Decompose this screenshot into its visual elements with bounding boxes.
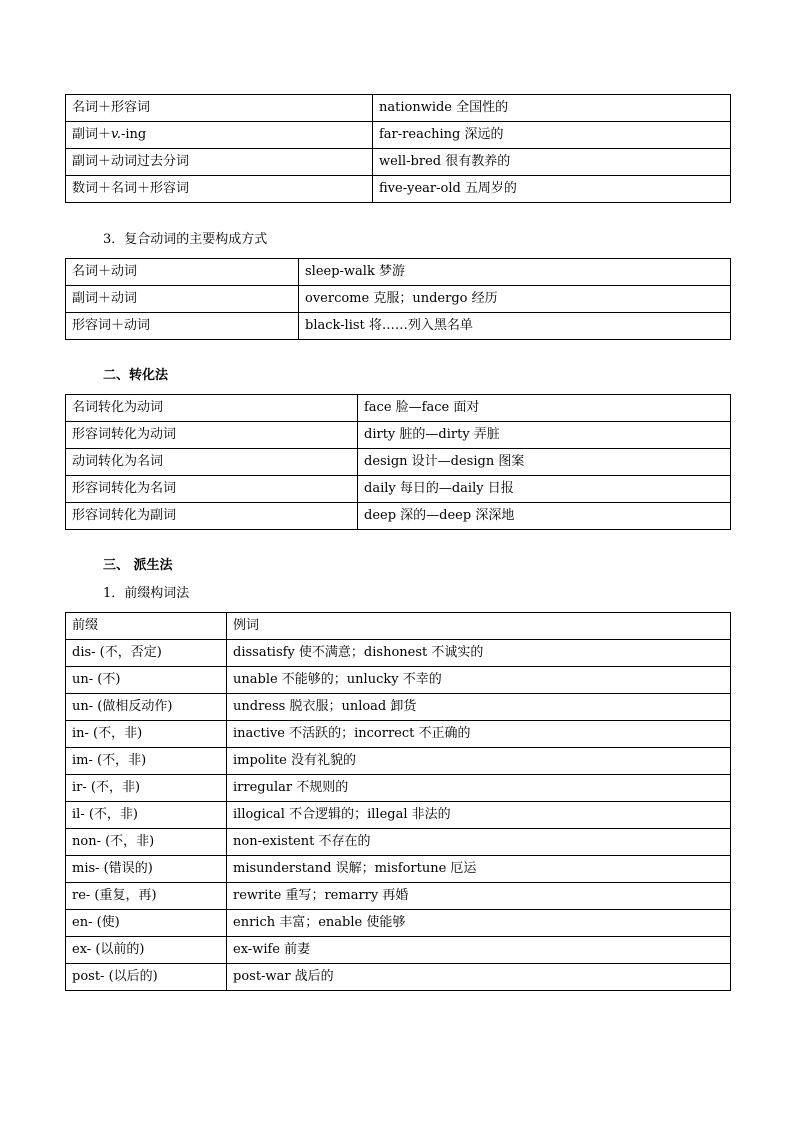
table-cell: dissatisfy 使不满意；dishonest 不诚实的: [227, 640, 731, 667]
table-row: [66, 883, 731, 910]
table-cell: dis- (不，否定): [66, 640, 227, 667]
table-cell: en- (使): [66, 910, 227, 937]
table-cell: 形容词转化为副词: [66, 503, 358, 530]
table-cell: face 脸—face 面对: [358, 395, 731, 422]
table-row: [66, 395, 731, 422]
table-cell: ex- (以前的): [66, 937, 227, 964]
cell-text-italic: v.: [111, 127, 121, 142]
table-cell: 名词＋形容词: [66, 95, 373, 122]
table-cell: 副词＋动词过去分词: [66, 149, 373, 176]
table-cell: misunderstand 误解；misfortune 厄运: [227, 856, 731, 883]
conversion-table: [65, 394, 731, 530]
table-cell: illogical 不合逻辑的；illegal 非法的: [227, 802, 731, 829]
table-cell: far-reaching 深远的: [373, 122, 731, 149]
compound-adjective-table: [65, 94, 731, 203]
table-row: [66, 286, 731, 313]
table-cell: inactive 不活跃的；incorrect 不正确的: [227, 721, 731, 748]
table-row: [66, 313, 731, 340]
table-cell: non-existent 不存在的: [227, 829, 731, 856]
table-row: [66, 422, 731, 449]
table-cell: deep 深的—deep 深深地: [358, 503, 731, 530]
table-cell: enrich 丰富；enable 使能够: [227, 910, 731, 937]
section-heading: 二、转化法: [103, 368, 169, 383]
table-cell: 形容词转化为名词: [66, 476, 358, 503]
table-cell: 动词转化为名词: [66, 449, 358, 476]
table-cell: post-war 战后的: [227, 964, 731, 991]
table-row: [66, 503, 731, 530]
section-heading: 三、 派生法: [103, 558, 173, 573]
table-cell: irregular 不规则的: [227, 775, 731, 802]
column-header: 前缀: [66, 613, 227, 640]
table-cell: nationwide 全国性的: [373, 95, 731, 122]
table-cell: design 设计—design 图案: [358, 449, 731, 476]
table-cell: dirty 脏的—dirty 弄脏: [358, 422, 731, 449]
table-row: [66, 748, 731, 775]
table-header-row: [66, 613, 731, 640]
section-heading: 1．前缀构词法: [103, 586, 190, 601]
table-cell: 形容词＋动词: [66, 313, 299, 340]
table-cell: 名词＋动词: [66, 259, 299, 286]
table-cell: rewrite 重写；remarry 再婚: [227, 883, 731, 910]
prefix-table: [65, 612, 731, 991]
table-cell: mis- (错误的): [66, 856, 227, 883]
table-row: [66, 176, 731, 203]
table-cell: well-bred 很有教养的: [373, 149, 731, 176]
table-cell: undress 脱衣服；unload 卸货: [227, 694, 731, 721]
table-cell: daily 每日的—daily 日报: [358, 476, 731, 503]
table-row: [66, 95, 731, 122]
table-row: [66, 721, 731, 748]
table-row: [66, 149, 731, 176]
table-cell: overcome 克服；undergo 经历: [299, 286, 731, 313]
table-cell: un- (不): [66, 667, 227, 694]
table-row: [66, 937, 731, 964]
table-cell: impolite 没有礼貌的: [227, 748, 731, 775]
table-cell: 形容词转化为动词: [66, 422, 358, 449]
table-row: [66, 829, 731, 856]
section-heading: 3．复合动词的主要构成方式: [103, 232, 268, 247]
table-cell: sleep-walk 梦游: [299, 259, 731, 286]
table-cell: in- (不，非): [66, 721, 227, 748]
table-row: [66, 667, 731, 694]
table-cell: [66, 122, 373, 149]
table-cell: post- (以后的): [66, 964, 227, 991]
table-cell: 副词＋动词: [66, 286, 299, 313]
table-cell: black-list 将……列入黑名单: [299, 313, 731, 340]
table-cell: ir- (不，非): [66, 775, 227, 802]
table-row: [66, 694, 731, 721]
compound-verb-table: [65, 258, 731, 340]
table-cell: non- (不，非): [66, 829, 227, 856]
table-cell: five-year-old 五周岁的: [373, 176, 731, 203]
table-row: [66, 640, 731, 667]
table-cell: un- (做相反动作): [66, 694, 227, 721]
table-row: [66, 802, 731, 829]
cell-text: -ing: [120, 127, 147, 142]
table-row: [66, 122, 731, 149]
column-header: 例词: [227, 613, 731, 640]
table-row: [66, 910, 731, 937]
table-cell: re- (重复，再): [66, 883, 227, 910]
table-cell: il- (不，非): [66, 802, 227, 829]
table-cell: 名词转化为动词: [66, 395, 358, 422]
table-cell: im- (不，非): [66, 748, 227, 775]
table-row: [66, 449, 731, 476]
table-cell: 数词＋名词＋形容词: [66, 176, 373, 203]
table-cell: ex-wife 前妻: [227, 937, 731, 964]
cell-text: 副词＋: [72, 127, 112, 142]
table-cell: unable 不能够的；unlucky 不幸的: [227, 667, 731, 694]
table-row: [66, 964, 731, 991]
table-row: [66, 476, 731, 503]
table-row: [66, 856, 731, 883]
table-row: [66, 259, 731, 286]
table-row: [66, 775, 731, 802]
